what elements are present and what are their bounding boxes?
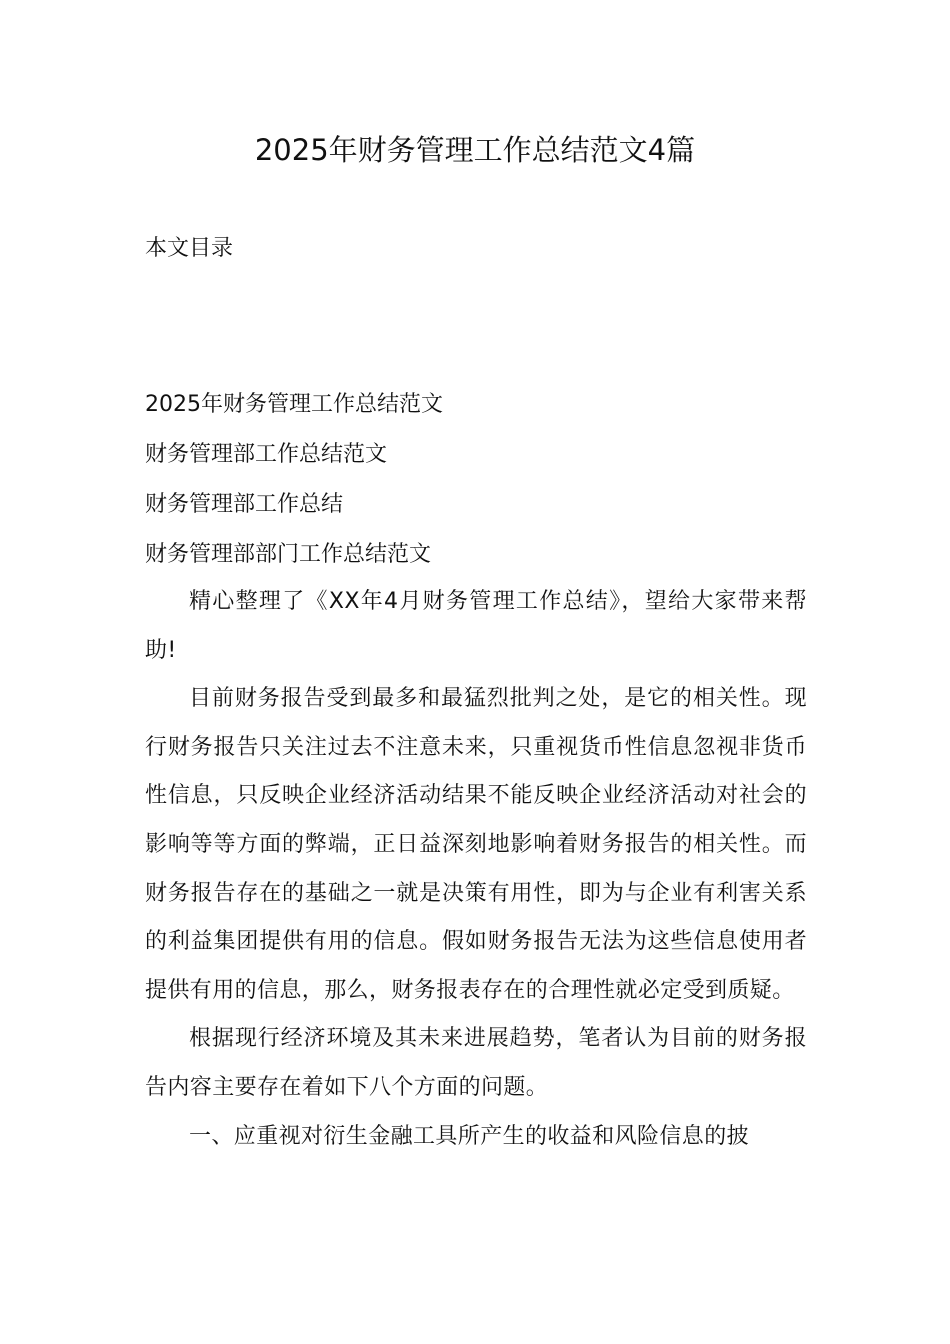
toc-item[interactable]: 财务管理部工作总结范文 bbox=[145, 442, 388, 467]
intro-paragraph: 精心整理了《XX年4月财务管理工作总结》，望给大家带来帮助! bbox=[145, 589, 807, 663]
table-of-contents bbox=[145, 380, 443, 580]
body-paragraph: 根据现行经济环境及其未来进展趋势，笔者认为目前的财务报告内容主要存在着如下八个方面的问题。 bbox=[145, 1026, 807, 1100]
toc-item[interactable]: 财务管理部工作总结 bbox=[145, 492, 344, 517]
section-heading-paragraph: 一、应重视对衍生金融工具所产生的收益和风险信息的披 bbox=[189, 1123, 750, 1149]
body-paragraph: 目前财务报告受到最多和最猛烈批判之处，是它的相关性。现行财务报告只关注过去不注意未来，只重视货币性信息忽视非货币性信息，只反映企业经济活动结果不能反映企业经济活动对社会的影响等等方面的弊端，正日益深刻地影响着财务报告的相关性。而财务报告存在的基础之一就是决策有用性，即为与企业有利害关系的利益集团提供有用的信息。假如财务报告无法为这些信息使用者提供有用的信息，那么，财务报表存在的合理性就必定受到质疑。 bbox=[145, 686, 807, 1003]
document-body bbox=[145, 578, 807, 1161]
toc-item[interactable]: 2025年财务管理工作总结范文 bbox=[145, 392, 443, 417]
toc-heading: 本文目录 bbox=[145, 236, 234, 261]
toc-item[interactable]: 财务管理部部门工作总结范文 bbox=[145, 542, 432, 567]
document-title: 2025年财务管理工作总结范文4篇 bbox=[254, 133, 696, 167]
